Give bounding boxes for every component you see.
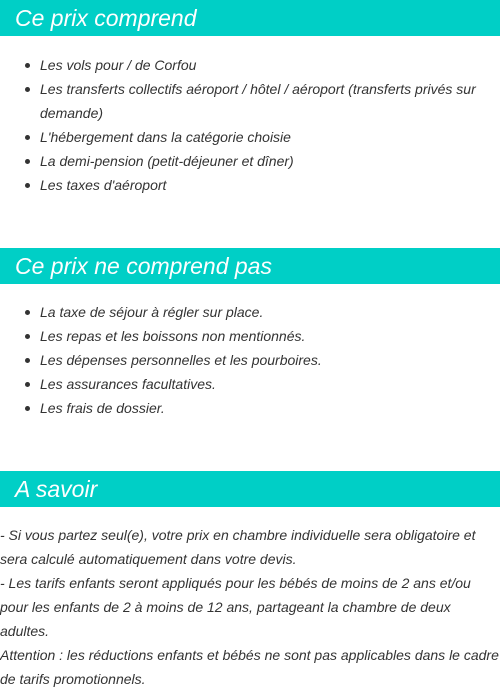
list-item [0,77,500,125]
included-section-title: Ce prix comprend [0,0,500,36]
list-item-text: Les vols pour / de Corfou [40,57,197,73]
list-item-text: La demi-pension (petit-déjeuner et dîner) [40,153,294,169]
list-item [0,348,500,372]
bullet-icon [25,310,30,315]
bullet-icon [25,159,30,164]
list-item-text: Les dépenses personnelles et les pourboires. [40,352,322,368]
bullet-icon [25,382,30,387]
bullet-icon [25,63,30,68]
bullet-icon [25,183,30,188]
list-item [0,372,500,396]
list-item-text: Les frais de dossier. [40,400,165,416]
list-item-text: L'hébergement dans la catégorie choisie [40,129,291,145]
info-paragraph: - Si vous partez seul(e), votre prix en chambre individuelle sera obligatoire et sera calculé automatiquement dans votre devis. [0,527,476,567]
bullet-icon [25,358,30,363]
not-included-section-title: Ce prix ne comprend pas [0,248,500,284]
list-item-text: Les taxes d'aéroport [40,177,167,193]
bullet-icon [25,406,30,411]
bullet-icon [25,334,30,339]
list-item-text: Les repas et les boissons non mentionnés. [40,328,306,344]
list-item [0,125,500,149]
not-included-list [0,300,500,420]
list-item [0,173,500,197]
list-item [0,324,500,348]
list-item-text: Les transferts collectifs aéroport / hôtel / aéroport (transferts privés sur demande) [40,81,476,121]
list-item [0,396,500,420]
info-paragraph: Attention : les réductions enfants et bébés ne sont pas applicables dans le cadre de tarifs promotionnels. [0,647,499,687]
info-section-title: A savoir [0,471,500,507]
info-text [0,523,500,691]
bullet-icon [25,135,30,140]
list-item-text: La taxe de séjour à régler sur place. [40,304,264,320]
included-list [0,53,500,197]
list-item-text: Les assurances facultatives. [40,376,216,392]
list-item [0,53,500,77]
list-item [0,149,500,173]
bullet-icon [25,87,30,92]
info-paragraph: - Les tarifs enfants seront appliqués pour les bébés de moins de 2 ans et/ou pour les enfants de 2 à moins de 12 ans, partageant la chambre de deux adultes. [0,575,471,639]
list-item [0,300,500,324]
